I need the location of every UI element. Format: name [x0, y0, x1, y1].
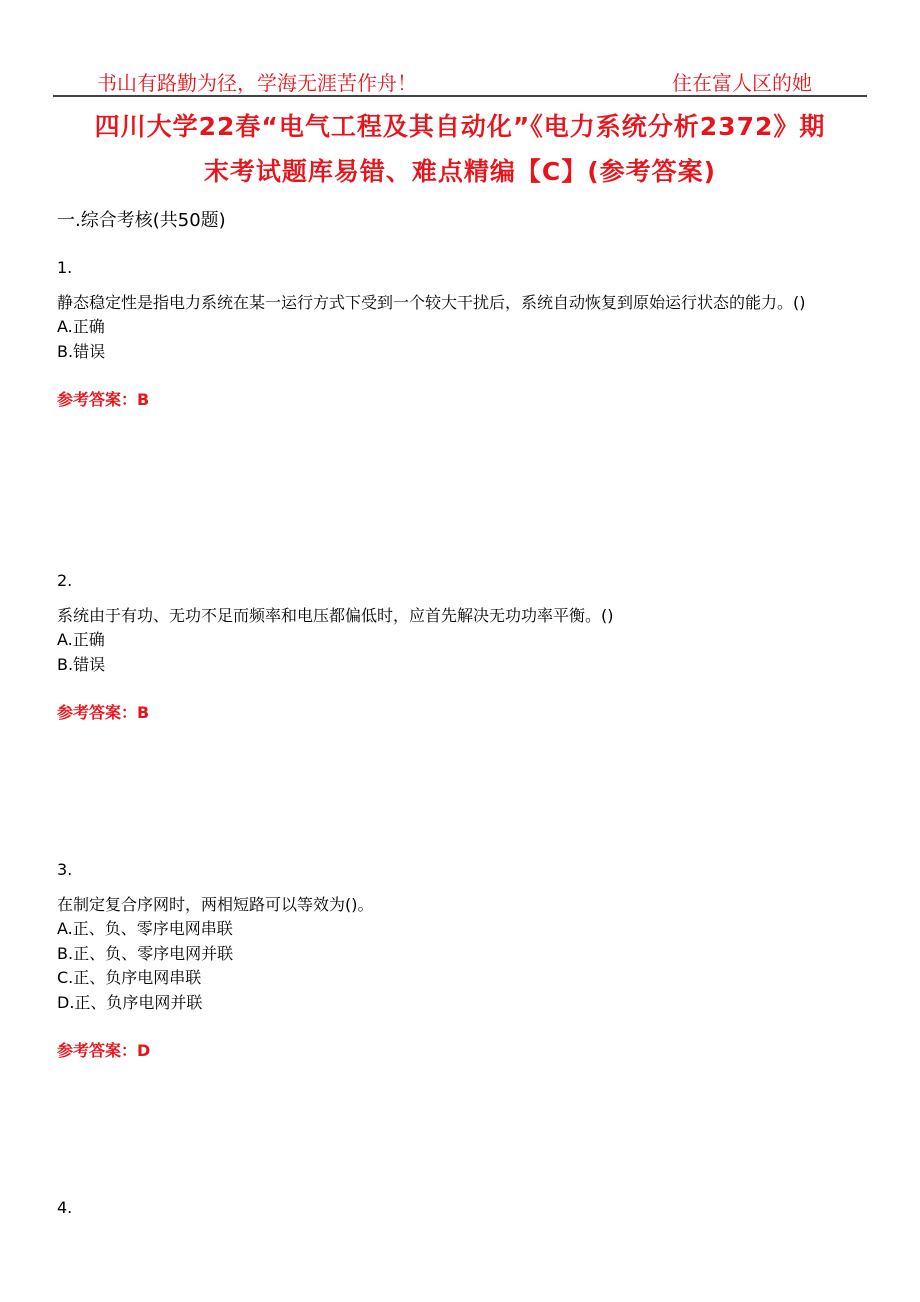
question-3 — [57, 858, 872, 1064]
option: C.正、负序电网串联 — [57, 968, 202, 987]
header-motto: 书山有路勤为径，学海无涯苦作舟！ — [97, 71, 417, 95]
question-number: 3. — [57, 860, 73, 879]
question-number: 1. — [57, 258, 73, 277]
answer: 参考答案：D — [57, 1041, 151, 1060]
question-number: 2. — [57, 571, 73, 590]
question-text: 静态稳定性是指电力系统在某一运行方式下受到一个较大干扰后，系统自动恢复到原始运行状态的能力。() — [57, 292, 806, 312]
question-number: 4. — [57, 1198, 73, 1217]
document-title-line2: 末考试题库易错、难点精编【C】(参考答案) — [203, 157, 717, 186]
option: B.正、负、零序电网并联 — [57, 943, 234, 963]
question-text: 在制定复合序网时，两相短路可以等效为()。 — [57, 894, 374, 914]
option: B.错误 — [57, 341, 106, 361]
answer: 参考答案：B — [57, 703, 150, 722]
question-2 — [57, 569, 872, 726]
question-1 — [57, 256, 872, 413]
header-author: 住在富人区的她 — [672, 71, 812, 95]
option: D.正、负序电网并联 — [57, 992, 203, 1012]
question-text: 系统由于有功、无功不足而频率和电压都偏低时，应首先解决无功功率平衡。() — [57, 605, 614, 625]
option: B.错误 — [57, 654, 106, 674]
question-4 — [57, 1196, 872, 1231]
answer: 参考答案：B — [57, 390, 150, 409]
header-divider — [53, 95, 867, 97]
section-heading: 一.综合考核(共50题) — [57, 210, 226, 231]
option: A.正确 — [57, 630, 105, 649]
document-title-line1: 四川大学22春“电气工程及其自动化”《电力系统分析2372》期 — [94, 112, 826, 141]
option: A.正确 — [57, 317, 105, 336]
option: A.正、负、零序电网串联 — [57, 919, 233, 938]
